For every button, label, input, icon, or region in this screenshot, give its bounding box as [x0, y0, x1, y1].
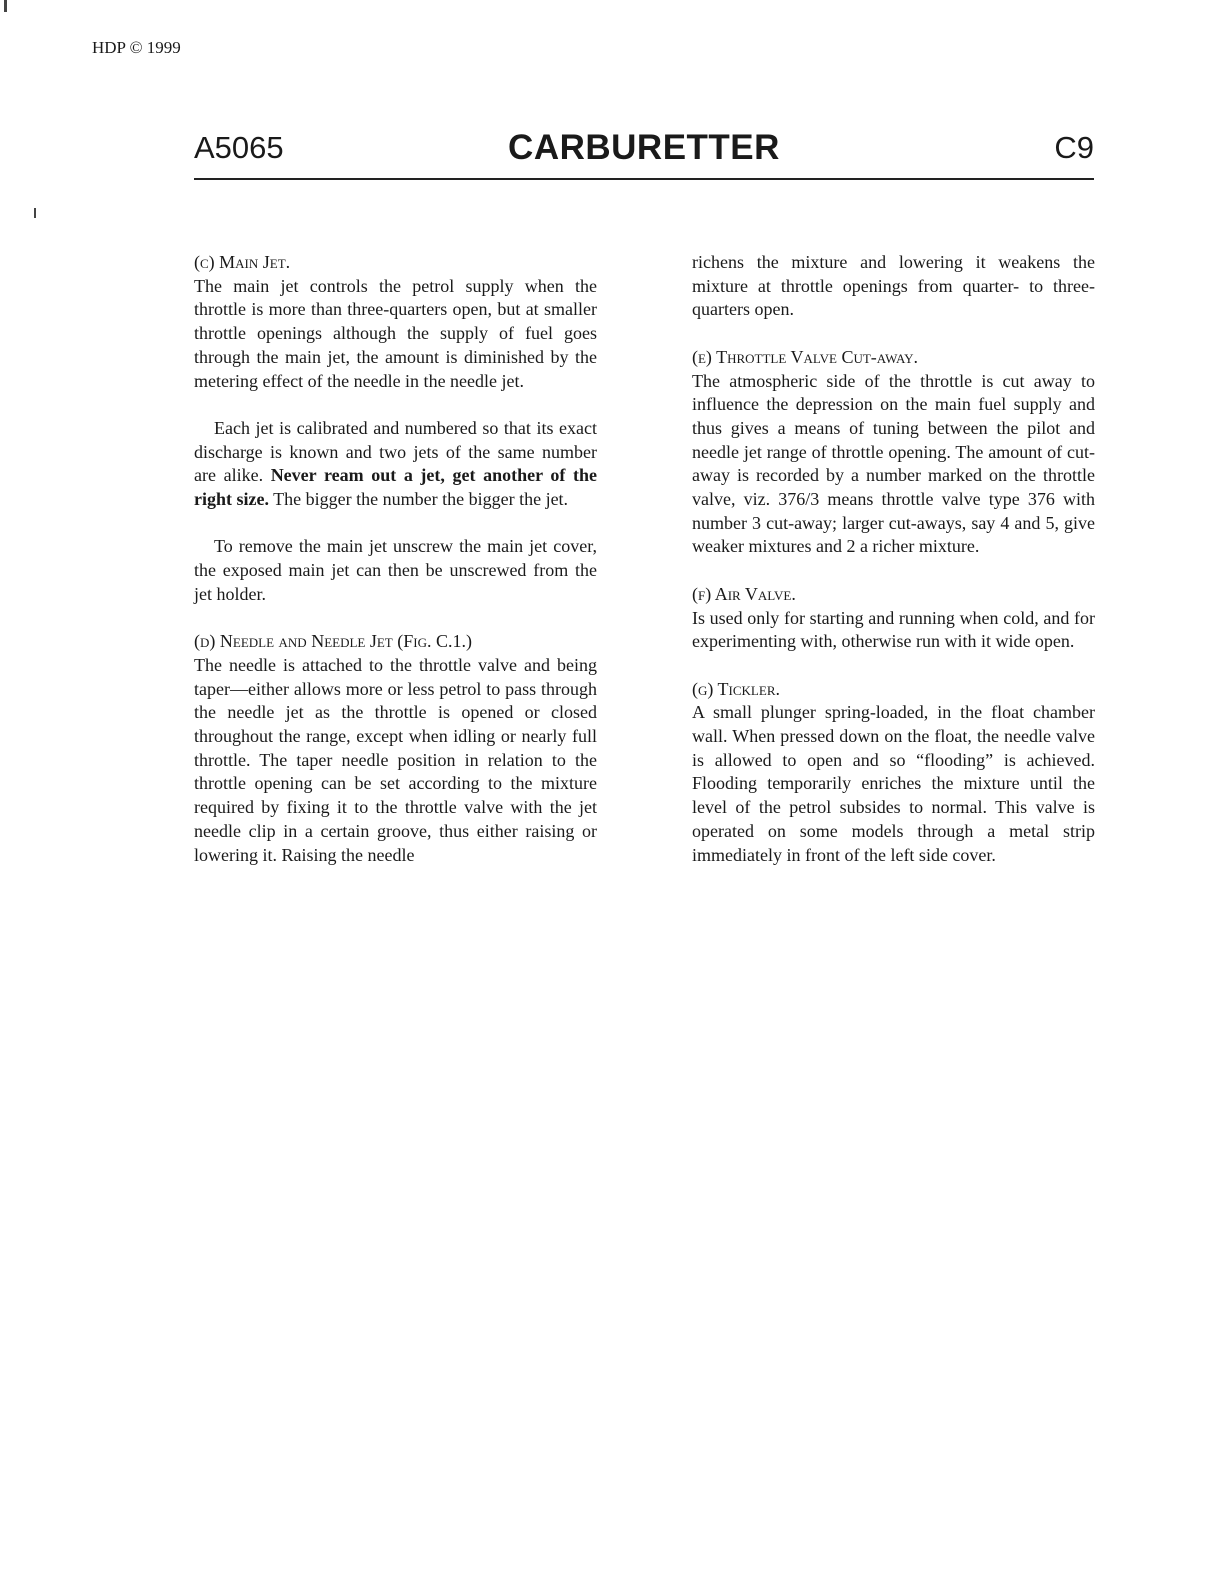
- copyright-notice: HDP © 1999: [92, 38, 181, 57]
- page-header: [194, 126, 1094, 180]
- text: Each jet is calibrated and numbered so that its exact discharge is known and two jets of the same number are alike.: [194, 417, 597, 486]
- section-c: [194, 251, 597, 393]
- paragraph: The main jet controls the petrol supply when the throttle is more than three-quarters open, but at smaller throttle openings although the supply of fuel goes through the main jet, the amount is diminished by the metering effect of the needle in the needle jet.: [194, 275, 597, 391]
- text: The bigger the number the bigger the jet.: [268, 489, 569, 510]
- section-heading: (c) Main Jet.: [194, 252, 291, 272]
- section-heading: (f) Air Valve.: [692, 583, 796, 604]
- paragraph: To remove the main jet unscrew the main jet cover, the exposed main jet can then be unscrewed from the jet holder.: [194, 536, 597, 604]
- page-title: CARBURETTER: [508, 128, 780, 167]
- paragraph: The needle is attached to the throttle valve and being taper—either allows more or less petrol to pass through the needle jet as the throttle is opened or closed throughout the range, except when idling or nearly full throttle. The taper needle position in relation to the throttle opening can be set according to the mixture required by fixing it to the throttle valve with the jet needle clip in a certain groove, thus either raising or lowering it. Raising the needle: [194, 654, 597, 865]
- section-f: [692, 583, 1095, 654]
- left-column: [194, 251, 597, 867]
- right-column: [692, 251, 1095, 891]
- paragraph: richens the mixture and lowering it weakens the mixture at throttle openings from quarter- to three-quarters open.: [692, 252, 1095, 320]
- section-g: [692, 678, 1095, 868]
- part-code: A5065: [194, 130, 284, 165]
- paragraph: The atmospheric side of the throttle is cut away to influence the depression on the main fuel supply and thus gives a means of tuning between the pilot and needle jet range of throttle opening. The amount of cut-away is recorded by a number marked on the throttle valve, viz. 376/3 means throttle valve type 376 with number 3 cut-away; larger cut-aways, say 4 and 5, give weaker mixtures and 2 a richer mixture.: [692, 370, 1095, 557]
- scan-mark: [34, 208, 36, 218]
- section-e: [692, 346, 1095, 559]
- section-heading: (d) Needle and Needle Jet (Fig. C.1.): [194, 631, 472, 652]
- scan-mark: [4, 0, 7, 12]
- page-number: C9: [1054, 130, 1094, 165]
- bold-warning: Never ream out a jet, get another of the right size.: [194, 465, 597, 510]
- section-heading: (e) Throttle Valve Cut-away.: [692, 346, 919, 367]
- paragraph: A small plunger spring-loaded, in the float chamber wall. When pressed down on the float, the needle valve is allowed to open and so “flooding” is achieved. Flooding temporarily enriches the mixture until the level of the petrol subsides to normal. This valve is operated on some models through a metal strip immediately in front of the left side cover.: [692, 702, 1095, 865]
- paragraph: [194, 417, 597, 512]
- paragraph: Is used only for starting and running when cold, and for experimenting with, otherwise run with it wide open.: [692, 607, 1095, 652]
- section-d: [194, 630, 597, 867]
- section-heading: (g) Tickler.: [692, 678, 780, 699]
